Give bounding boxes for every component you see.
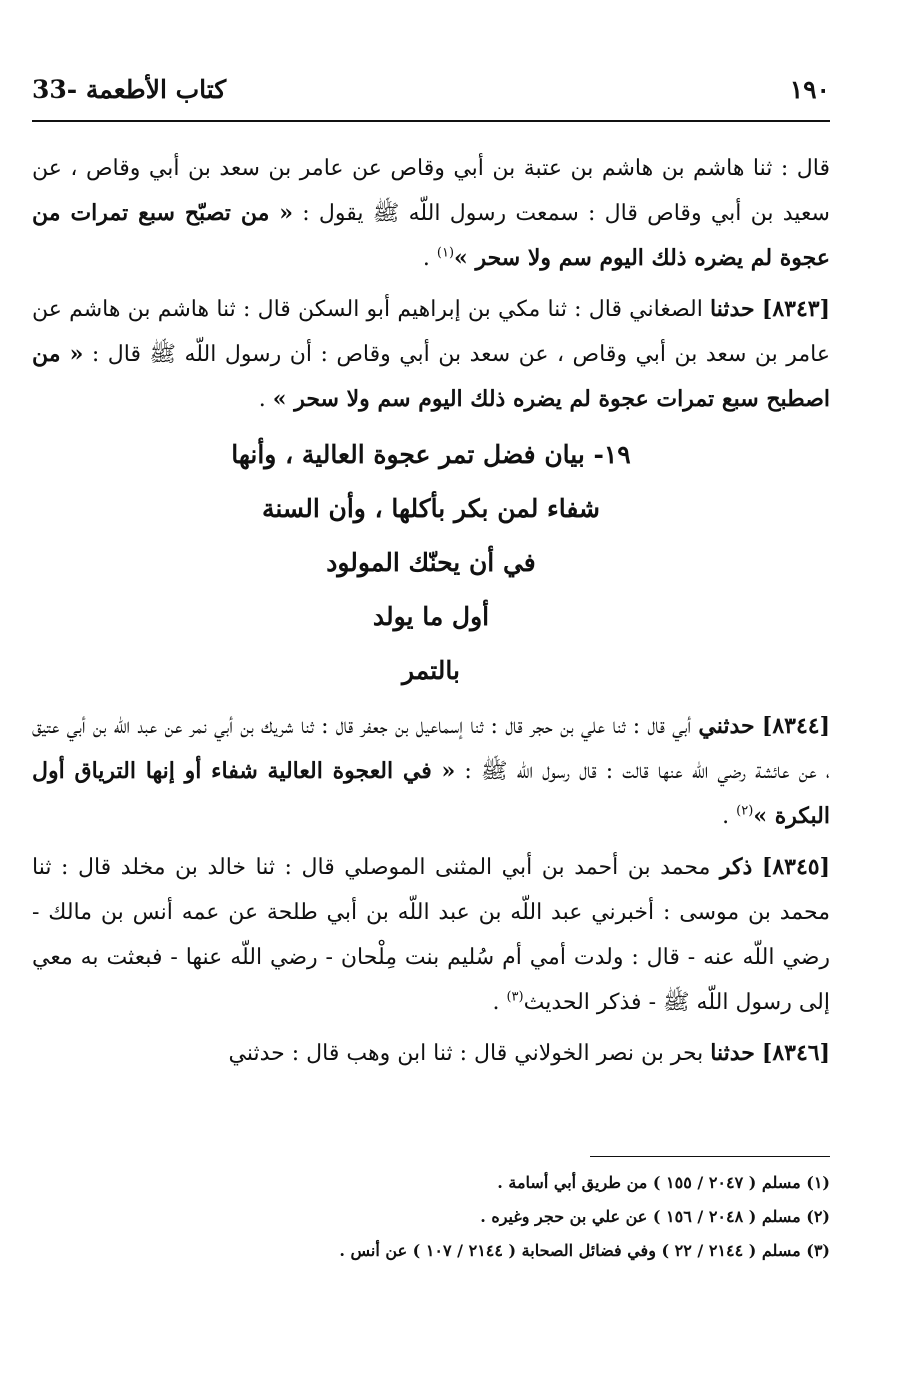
paragraph-text: قال : ثنا هاشم بن هاشم بن عتبة بن أبي وقاص عن عامر بن سعد بن أبي وقاص ، عن سعيد بن أبي وقاص قال : سمعت رسول اللّه ﷺ يقول :: [32, 156, 830, 226]
chapter-line: شفاء لمن بكر بأكلها ، وأن السنة: [261, 494, 600, 523]
hadith-8346: [32, 1031, 830, 1076]
hadith-quote: « في العجوة العالية شفاء أو إنها الترياق أول البكرة »: [32, 758, 830, 829]
page-number: ١٩٠: [789, 74, 830, 104]
hadith-number: [٨٣٤٣]: [761, 296, 830, 322]
hadith-number: [٨٣٤٥]: [761, 854, 830, 880]
narration-lead: حدثني: [698, 713, 755, 739]
chapter-line: بالتمر: [402, 656, 460, 685]
book-title: 33- كتاب الأطعمة: [32, 74, 227, 104]
hadith-8345: [32, 845, 830, 1025]
hadith-number: [٨٣٤٤]: [761, 713, 830, 739]
footnote-ref: (٣): [506, 989, 524, 1005]
header-divider: [32, 120, 830, 122]
paragraph-continued: [32, 146, 830, 281]
chapter-line: أول ما يولد: [372, 602, 490, 631]
narration-lead: حدثنا: [710, 1040, 755, 1066]
hadith-quote: « من تصبّح سبع تمرات من عجوة لم يضره ذلك اليوم سم ولا سحر »: [32, 200, 830, 271]
footnote-ref: (٢): [736, 803, 754, 819]
period: .: [422, 246, 437, 271]
chapter-heading: [32, 428, 830, 698]
footnote-1: (١) مسلم ( ٢٠٤٧ / ١٥٥ ) من طريق أبي أسامة .: [497, 1173, 830, 1192]
footnote-2: (٢) مسلم ( ٢٠٤٨ / ١٥٦ ) عن علي بن حجر وغيره .: [480, 1207, 830, 1226]
hadith-number: [٨٣٤٦]: [761, 1040, 830, 1066]
footnote-3: (٣) مسلم ( ٢١٤٤ / ٢٢ ) وفي فضائل الصحابة ( ٢١٤٤ / ١٠٧ ) عن أنس .: [339, 1241, 830, 1260]
period: .: [492, 990, 507, 1015]
footnotes: [32, 1166, 830, 1268]
chapter-line: ١٩- بيان فضل تمر عجوة العالية ، وأنها: [231, 440, 631, 469]
chapter-line: في أن يحنّك المولود: [326, 548, 536, 577]
hadith-8343: [32, 287, 830, 422]
main-text: [32, 146, 830, 1082]
narration-lead: حدثنا: [710, 296, 755, 322]
page-header: [32, 66, 830, 112]
narration-lead: ذكر: [719, 854, 753, 880]
paragraph-text: أبي قال : ثنا علي بن حجر قال : ثنا إسماعيل بن جعفر قال : ثنا شريك بن أبي نمر عن عبد اللّه بن أبي عتيق ، عن عائشة رضي اللّه عنها قالت : قال رسول اللّه ﷺ :: [32, 714, 830, 784]
period: .: [258, 387, 273, 412]
paragraph-text: محمد بن أحمد بن أبي المثنى الموصلي قال : ثنا خالد بن مخلد قال : ثنا محمد بن موسى : أخبرني عبد اللّه بن عبد اللّه بن أبي طلحة عن عمه أنس بن مالك - رضي اللّه عنه - قال : ولدت أمي أم سُليم بنت مِلْحان - رضي اللّه عنها - فبعثت به معي إلى رسول اللّه ﷺ - فذكر الحديث: [32, 855, 830, 1015]
hadith-quote: « من اصطبح سبع تمرات عجوة لم يضره ذلك اليوم سم ولا سحر »: [32, 341, 830, 412]
period: .: [722, 804, 737, 829]
hadith-8344: [32, 704, 830, 839]
paragraph-text: بحر بن نصر الخولاني قال : ثنا ابن وهب قال : حدثني: [228, 1041, 711, 1066]
footnote-ref: (١): [436, 245, 455, 261]
footnote-divider: [590, 1156, 830, 1157]
paragraph-text: الصغاني قال : ثنا مكي بن إبراهيم أبو السكن قال : ثنا هاشم بن هاشم عن عامر بن سعد بن أبي وقاص ، عن سعد بن أبي وقاص : أن رسول اللّه ﷺ قال :: [32, 297, 830, 367]
